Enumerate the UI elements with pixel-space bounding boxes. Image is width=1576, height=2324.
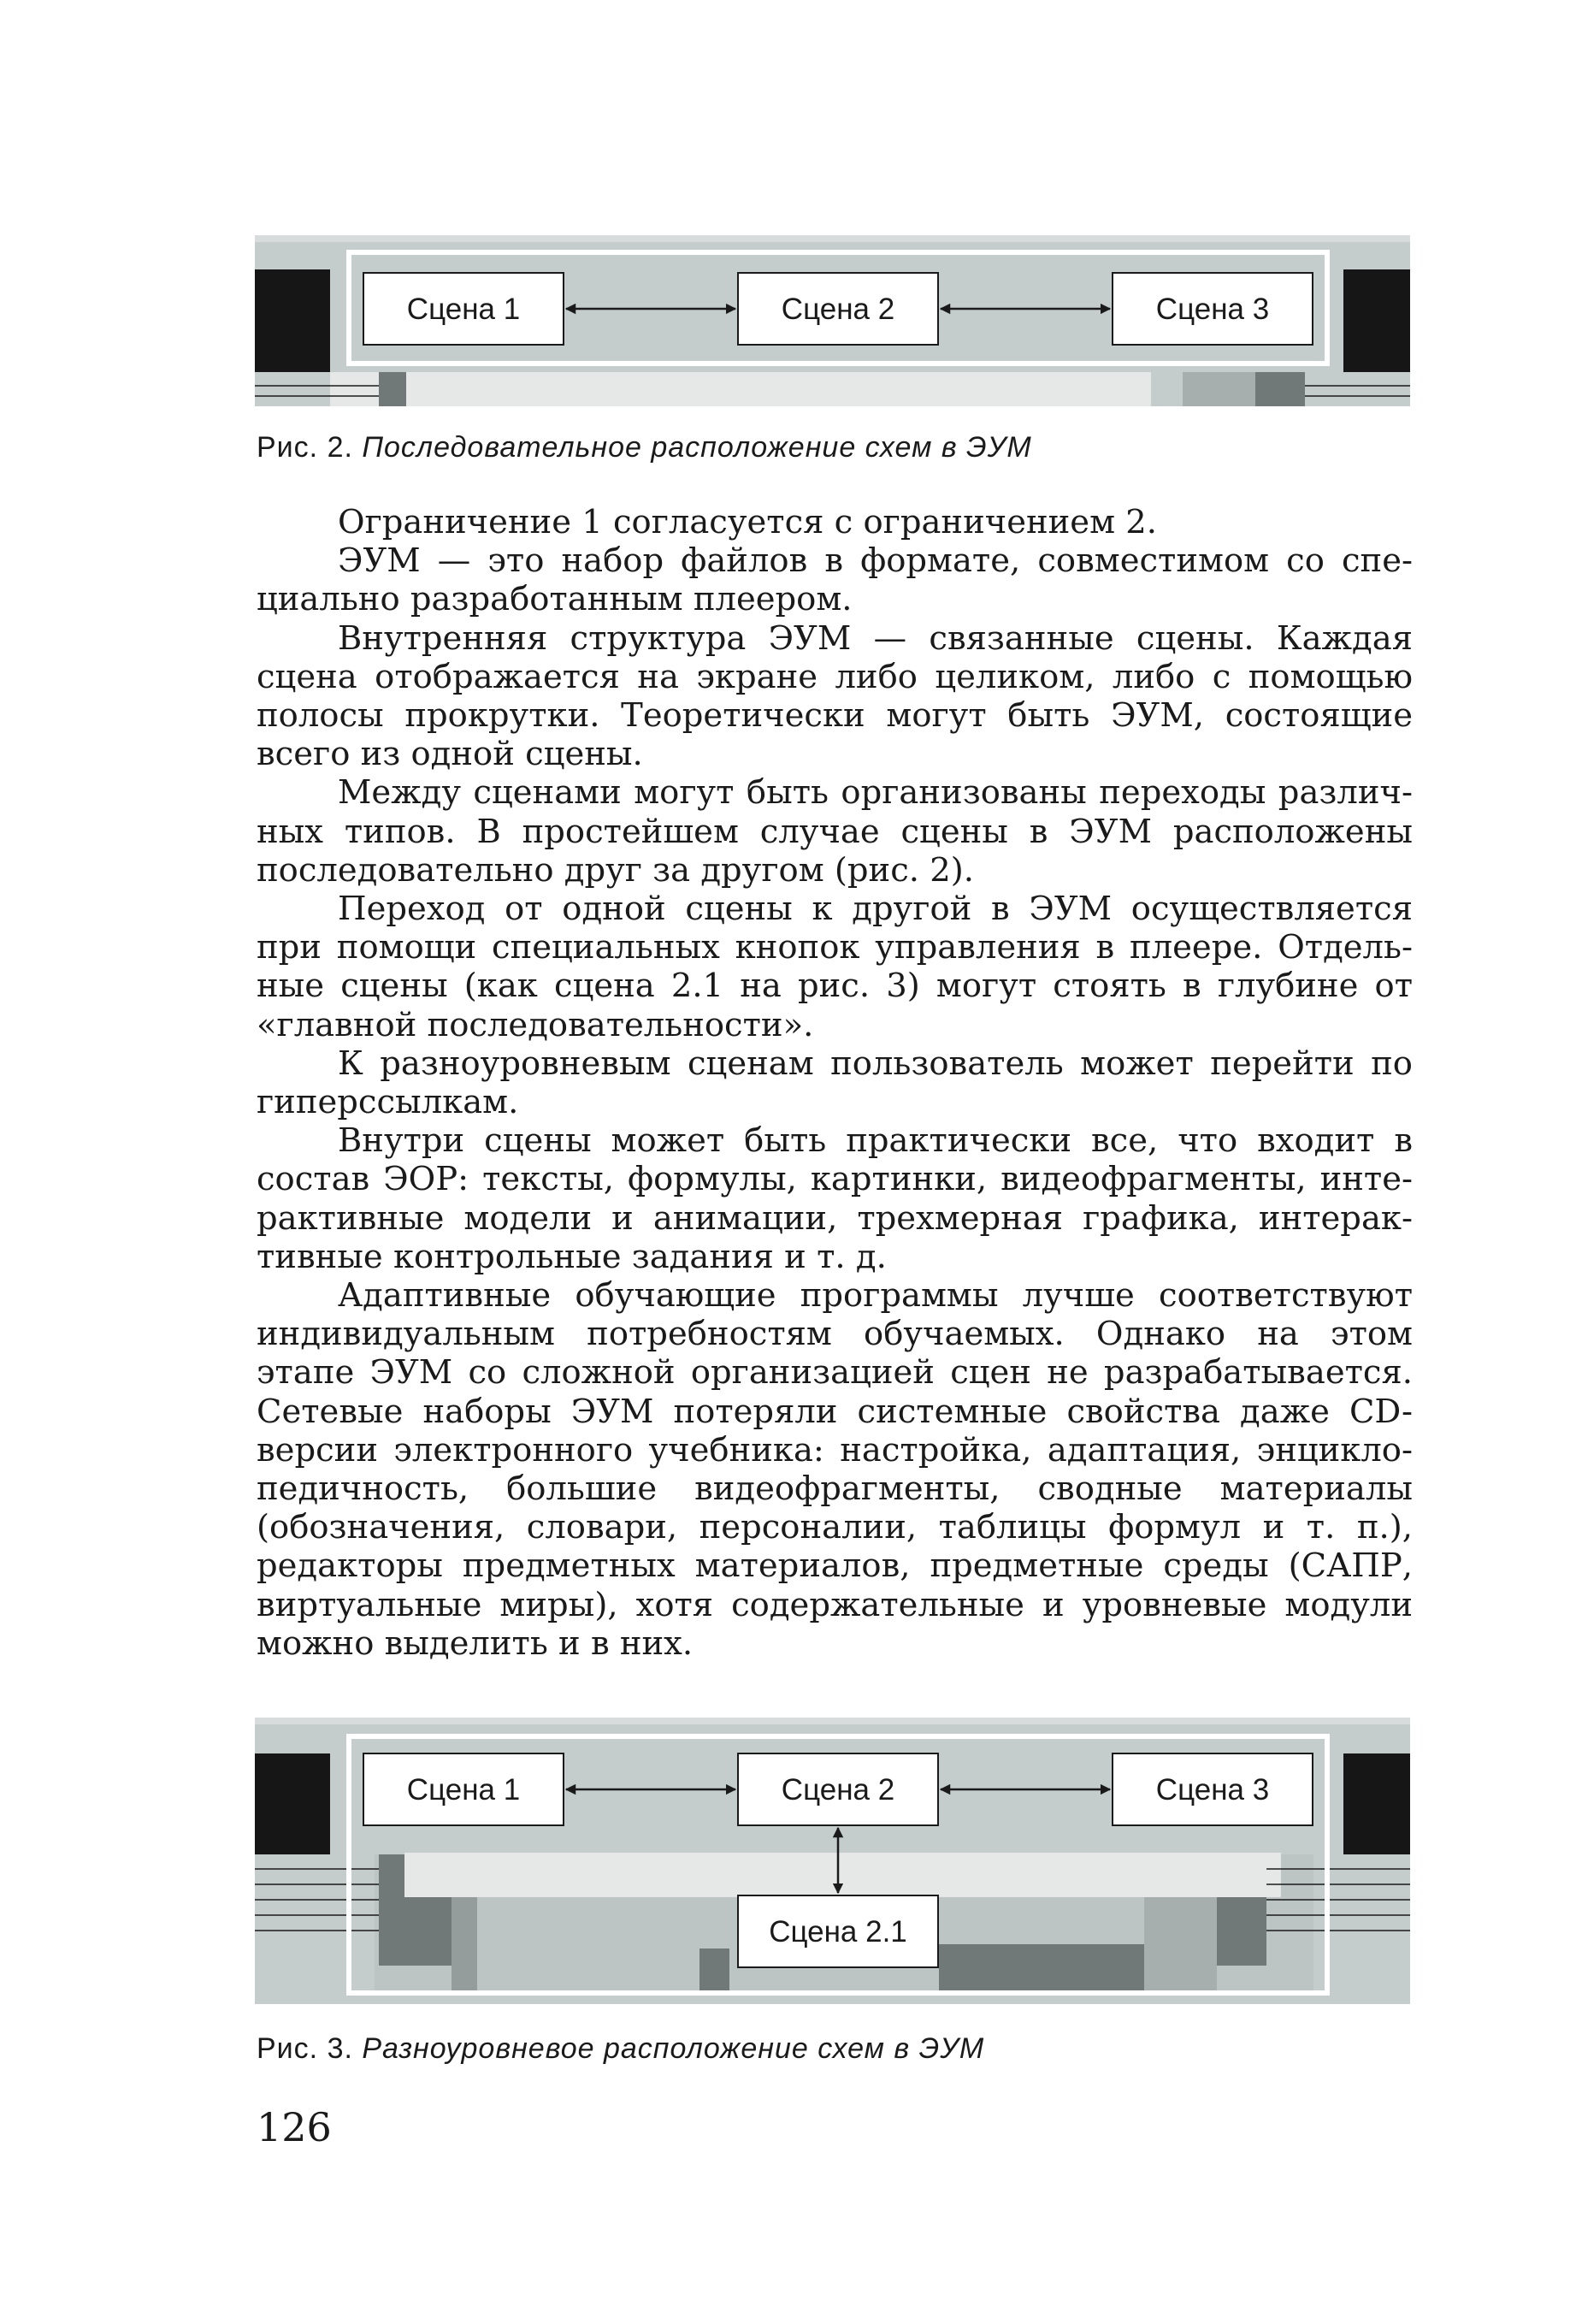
paragraph-5: Переход от одной сцены к другой в ЭУМ осуществляется при помощи специальных кнопок управления в плеере. Отдельные сцены (как сцена 2.1 на рис. 3) могут стоять в глубине от «главной последовательности». [257, 890, 1413, 1044]
figure-3 [255, 1718, 1410, 2004]
figure-3-caption-label: Рис. 3. [257, 2032, 353, 2065]
right-black-bar [1343, 1753, 1410, 1854]
figure-3-caption-title: Разноуровневое расположение схем в ЭУМ [362, 2032, 985, 2065]
paragraph-6: К разноуровневым сценам пользователь может перейти по гиперссылкам. [257, 1044, 1413, 1122]
left-black-bar [255, 269, 330, 372]
scene-3-label: Сцена 3 [1155, 1773, 1270, 1807]
paragraph-8: Адаптивные обучающие программы лучше соответствуют индивидуальным потребностям обучаемых. Однако на этом этапе ЭУМ со сложной организацией сцен не разрабатывается. Сетевые наборы ЭУМ потеряли системные свойства даже CD-версии электронного учебника: настройка, адаптация, энциклопедичность, большие видеофрагменты, сводные материалы (обозначения, словари, персоналии, таблицы формул и т. п.), редакторы предметных материалов, предметные среды (САПР, виртуальные миры), хотя содержательные и уровневые модули можно выделить и в них. [257, 1276, 1413, 1663]
right-black-bar [1343, 269, 1410, 372]
scene-2-label: Сцена 2 [781, 1773, 895, 1807]
paragraph-4: Между сценами могут быть организованы переходы различных типов. В простейшем случае сцены в ЭУМ расположены последовательно друг за другом (рис. 2). [257, 773, 1413, 890]
scene-2-1-label: Сцена 2.1 [769, 1915, 907, 1948]
scene-1-label: Сцена 1 [406, 1773, 521, 1807]
figure-2 [255, 235, 1410, 406]
depth-level-band [404, 1853, 1281, 1897]
figure-2-caption [257, 431, 1032, 464]
paragraph-2: ЭУМ — это набор файлов в формате, совместимом со специально разработанным плеером. [257, 541, 1413, 619]
body-text [257, 503, 1413, 1663]
figure-2-caption-label: Рис. 2. [257, 431, 353, 464]
page-number: 126 [257, 2104, 332, 2150]
figure-2-caption-title: Последовательное расположение схем в ЭУМ [362, 431, 1032, 464]
left-black-bar [255, 1753, 330, 1854]
scene-1-label: Сцена 1 [406, 293, 521, 326]
scene-2-label: Сцена 2 [781, 293, 895, 326]
paragraph-1: Ограничение 1 согласуется с ограничением 2. [338, 503, 1158, 541]
paragraph-3: Внутренняя структура ЭУМ — связанные сцены. Каждая сцена отображается на экране либо целиком, либо с помощью полосы прокрутки. Теоретически могут быть ЭУМ, состоящие всего из одной сцены. [257, 618, 1413, 774]
figure-3-caption [257, 2032, 984, 2066]
paragraph-7: Внутри сцены может быть практически все, что входит в состав ЭОР: тексты, формулы, картинки, видеофрагменты, интерактивные модели и анимации, трехмерная графика, интерактивные контрольные задания и т. д. [257, 1121, 1413, 1276]
scene-3-label: Сцена 3 [1155, 293, 1270, 326]
